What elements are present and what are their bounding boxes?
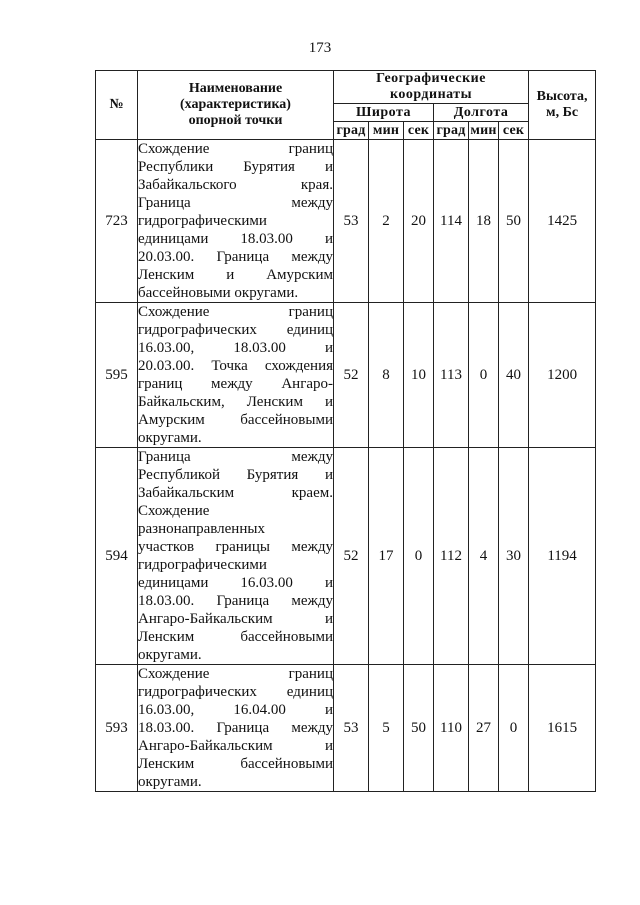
lon-min-cell: 0 xyxy=(469,303,499,448)
header-lat-deg: град xyxy=(334,122,369,140)
point-description xyxy=(138,448,334,665)
description-line: Республики Бурятия и xyxy=(138,159,333,175)
description-line: Ленским и Амурским xyxy=(138,267,333,283)
point-number: 594 xyxy=(96,448,138,665)
description-line: бассейновыми округами. xyxy=(138,285,299,301)
header-num: № xyxy=(96,71,138,140)
point-number: 723 xyxy=(96,140,138,303)
reference-points-table xyxy=(95,70,596,792)
table-row xyxy=(96,303,596,448)
header-height-line: м, Бс xyxy=(546,105,579,120)
description-line: Забайкальским краем. xyxy=(138,485,333,501)
description-line: границ между Ангаро- xyxy=(138,376,333,392)
description-line: 16.03.00, 18.03.00 и xyxy=(138,340,333,356)
description-line: единицами 16.03.00 и xyxy=(138,575,333,591)
lat-deg-cell: 52 xyxy=(334,448,369,665)
description-line: Забайкальского края. xyxy=(138,177,333,193)
lon-sec-cell: 40 xyxy=(499,303,529,448)
description-line: 16.03.00, 16.04.00 и xyxy=(138,702,333,718)
lon-deg-cell: 110 xyxy=(434,665,469,792)
description-line: Схождение xyxy=(138,503,210,519)
description-line: 18.03.00. Граница между xyxy=(138,720,333,736)
description-line: округами. xyxy=(138,774,202,790)
description-line: Ангаро-Байкальским и xyxy=(138,738,333,754)
lat-deg-cell: 52 xyxy=(334,303,369,448)
description-line: гидрографических единиц xyxy=(138,684,333,700)
lat-min-cell: 17 xyxy=(369,448,404,665)
lon-min-cell: 27 xyxy=(469,665,499,792)
lon-deg-cell: 113 xyxy=(434,303,469,448)
header-lon-min: мин xyxy=(470,122,497,138)
description-line: 20.03.00. Точка схождения xyxy=(138,358,333,374)
lon-sec-cell: 30 xyxy=(499,448,529,665)
height-cell: 1194 xyxy=(529,448,596,665)
header-latitude: Широта xyxy=(334,104,434,122)
description-line: округами. xyxy=(138,647,202,663)
header-name xyxy=(138,71,334,140)
table-row xyxy=(96,448,596,665)
page-number: 173 xyxy=(308,40,332,56)
point-number: 593 xyxy=(96,665,138,792)
description-line: Ленским бассейновыми xyxy=(138,629,333,645)
point-description xyxy=(138,140,334,303)
description-line: Амурским бассейновыми xyxy=(138,412,333,428)
lon-min-cell: 4 xyxy=(469,448,499,665)
point-description xyxy=(138,303,334,448)
height-cell: 1425 xyxy=(529,140,596,303)
description-line: Схождение границ xyxy=(138,141,333,157)
lon-deg-cell: 114 xyxy=(434,140,469,303)
lat-min-cell: 8 xyxy=(369,303,404,448)
lon-min-cell: 18 xyxy=(469,140,499,303)
description-line: Байкальским, Ленским и xyxy=(138,394,333,410)
table-row xyxy=(96,665,596,792)
header-lat-min: мин xyxy=(369,122,404,140)
description-line: разнонаправленных xyxy=(138,521,265,537)
lat-min-cell: 5 xyxy=(369,665,404,792)
header-name-line: (характеристика) xyxy=(180,97,291,112)
description-line: 20.03.00. Граница между xyxy=(138,249,333,265)
header-longitude: Долгота xyxy=(434,104,529,122)
lat-sec-cell: 0 xyxy=(404,448,434,665)
description-line: Граница между xyxy=(138,195,333,211)
description-line: гидрографических единиц xyxy=(138,322,333,338)
description-line: 18.03.00. Граница между xyxy=(138,593,333,609)
lat-sec-cell: 20 xyxy=(404,140,434,303)
description-line: Ленским бассейновыми xyxy=(138,756,333,772)
description-line: округами. xyxy=(138,430,202,446)
description-line: гидрографическими xyxy=(138,557,267,573)
lon-sec-cell: 0 xyxy=(499,665,529,792)
header-lat-sec: сек xyxy=(404,122,434,140)
header-height-line: Высота, xyxy=(536,89,588,104)
lon-deg-cell: 112 xyxy=(434,448,469,665)
description-line: Схождение границ xyxy=(138,666,333,682)
description-line: Граница между xyxy=(138,449,333,465)
height-cell: 1200 xyxy=(529,303,596,448)
description-line: Ангаро-Байкальским и xyxy=(138,611,333,627)
lat-deg-cell: 53 xyxy=(334,140,369,303)
table-header xyxy=(96,71,596,140)
header-coordinates: Географические координаты xyxy=(334,71,529,104)
header-lon-sec: сек xyxy=(499,122,529,140)
point-description xyxy=(138,665,334,792)
header-lon-deg: град xyxy=(434,122,469,140)
table-body xyxy=(96,140,596,792)
description-line: участков границы между xyxy=(138,539,333,555)
header-height xyxy=(529,71,596,140)
header-name-line: Наименование xyxy=(188,81,283,96)
lat-sec-cell: 50 xyxy=(404,665,434,792)
lon-sec-cell: 50 xyxy=(499,140,529,303)
description-line: единицами 18.03.00 и xyxy=(138,231,333,247)
lat-deg-cell: 53 xyxy=(334,665,369,792)
header-name-line: опорной точки xyxy=(188,113,283,128)
point-number: 595 xyxy=(96,303,138,448)
lat-sec-cell: 10 xyxy=(404,303,434,448)
description-line: гидрографическими xyxy=(138,213,267,229)
lat-min-cell: 2 xyxy=(369,140,404,303)
description-line: Республикой Бурятия и xyxy=(138,467,333,483)
table-row xyxy=(96,140,596,303)
height-cell: 1615 xyxy=(529,665,596,792)
description-line: Схождение границ xyxy=(138,304,333,320)
